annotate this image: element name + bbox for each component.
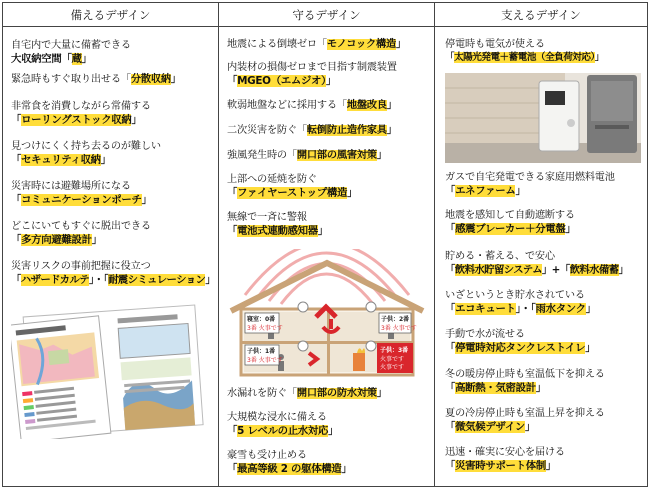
list-item [11,73,211,86]
item-description: 夏の冷房停止時も室温上昇を抑える [445,408,605,419]
list-item [11,100,211,127]
storage-battery-photo [445,73,641,163]
list-item [11,220,211,247]
item-description: 無線で一斉に警報 [227,212,307,223]
list-item [11,39,211,66]
list-item [227,124,427,137]
item-description: 迅速・確実に安心を届ける [445,447,565,458]
item-feature: 「停電時対応タンクレストイレ」 [445,342,596,354]
list-item [445,171,645,198]
item-feature-inline: 強風発生時の「開口部の風害対策」 [227,150,387,161]
list-item [11,180,211,207]
list-item [227,61,427,88]
item-feature: 「セキュリティ収納」 [11,154,111,166]
column-header: 守るデザイン [219,3,434,27]
design-table [2,2,648,487]
item-description: 災害時には避難場所になる [11,181,131,192]
list-item [227,149,427,162]
column-protect [219,3,435,486]
item-feature: 「エコキュート」・「雨水タンク」 [445,303,596,315]
column-prepare [3,3,219,486]
item-description: 内装材の損傷ゼロまで目指す制震装置 [227,62,397,73]
item-feature: 「飲料水貯留システム」+「飲料水備蓄」 [445,264,629,276]
house-alarm-diagram [221,249,433,379]
item-feature: 「感震ブレーカー＋分電盤」 [445,223,576,235]
alarm-label: 3番 火事です [381,325,417,332]
alarm-label: 3番 火事です [247,357,283,364]
item-feature: 「電池式連動感知器」 [227,225,328,237]
item-feature-inline: 地震による倒壊ゼロ「モノコック構造」 [227,39,406,50]
column-header: 備えるデザイン [3,3,218,27]
item-feature: 「コミュニケーションポーチ」 [11,194,152,206]
alarm-label: 火事です [380,364,405,371]
item-description: いざというとき貯水されている [445,290,585,301]
item-feature: 「ファイヤーストップ構造」 [227,187,358,199]
item-feature: 「微気候デザイン」 [445,421,536,433]
list-item [445,328,645,355]
item-feature: 「最高等級 2 の躯体構造」 [227,463,352,475]
item-description: 見つけにくく持ち去るのが難しい [11,141,161,152]
item-feature: 「5 レベルの止水対応」 [227,425,339,437]
list-item [445,407,645,434]
item-feature-inline: 緊急時もすぐ取り出せる「分散収納」 [11,74,181,85]
item-description: 地震を感知して自動遮断する [445,210,575,221]
item-feature-inline: 二次災害を防ぐ「転倒防止造作家具」 [227,125,397,136]
alarm-label: 子供：3番 [380,347,409,354]
alarm-label: 3番 火事です [247,325,283,332]
item-description: 災害リスクの事前把握に役立つ [11,261,151,272]
item-description: 豪雪も受け止める [227,450,307,461]
item-feature: 「エネファーム」 [445,185,526,197]
alarm-label: 寝室：0番 [247,316,276,323]
item-feature-inline: 軟弱地盤などに採用する「地盤改良」 [227,100,397,111]
alarm-label: 子供：2番 [381,316,410,323]
list-item [11,140,211,167]
item-description: 冬の暖房停止時も室温低下を抑える [445,369,605,380]
item-description: 大規模な浸水に備える [227,412,327,423]
item-feature: 「ローリングストック収納」 [11,114,142,126]
list-item [11,260,216,287]
item-description: 自宅内で大量に備蓄できる [11,40,131,51]
item-description: 上部への延焼を防ぐ [227,174,317,185]
item-description: どこにいてもすぐに脱出できる [11,221,151,232]
column-support [435,3,647,486]
list-item [445,250,645,277]
item-description: 手動で水が流せる [445,329,525,340]
item-description: 停電時も電気が使える [445,39,545,50]
item-feature: 大収納空間「蔵」 [11,53,92,65]
list-item [227,173,427,200]
list-item [227,38,427,51]
list-item [227,449,427,476]
list-item [445,368,645,395]
item-feature: 「MGEO（エムジオ）」 [227,75,337,87]
list-item [445,289,645,316]
item-feature: 「太陽光発電＋蓄電池（全負荷対応）」 [445,52,604,63]
list-item [227,211,427,238]
item-feature: 「高断熱・気密設計」 [445,382,546,394]
list-item [445,446,645,473]
list-item [227,387,427,400]
list-item [227,99,427,112]
list-item [445,38,645,65]
item-feature-inline: 水漏れを防ぐ「開口部の防水対策」 [227,388,387,399]
alarm-label: 火事です [380,356,405,363]
list-item [445,209,645,236]
item-description: ガスで自宅発電できる家庭用燃料電池 [445,172,615,183]
hazard-karte-document-image [11,299,215,439]
alarm-label: 子供：1番 [247,348,276,355]
item-description: 貯める・蓄える、で安心 [445,251,555,262]
item-description: 非常食を消費しながら常備する [11,101,151,112]
item-feature: 「災害時サポート体制」 [445,460,557,472]
column-header: 支えるデザイン [435,3,647,27]
list-item [227,411,427,438]
item-feature: 「ハザードカルテ」・「耐震シミュレーション」 [11,274,216,286]
item-feature: 「多方向避難設計」 [11,234,102,246]
